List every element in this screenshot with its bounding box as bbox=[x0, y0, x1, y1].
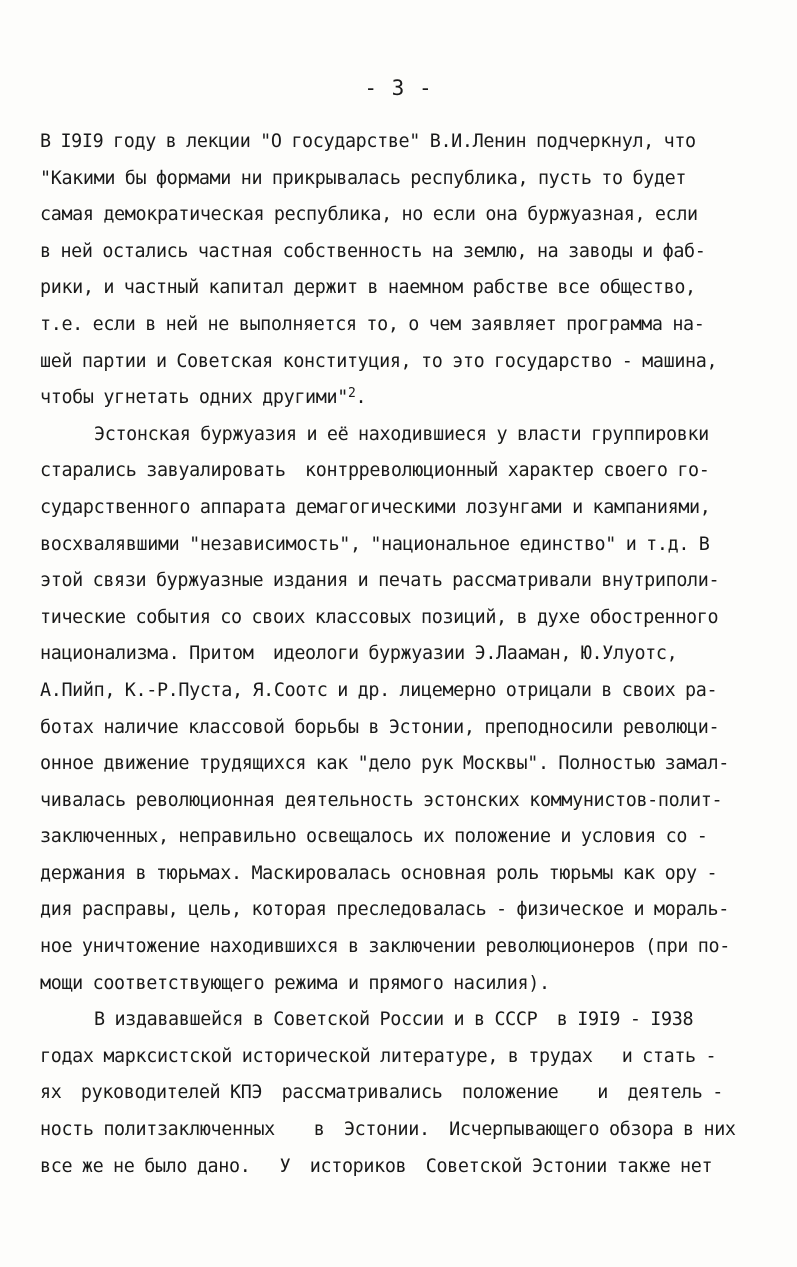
text-line-first: В издававшейся в Советской России и в СССР в I9I9 - I938 bbox=[94, 1009, 694, 1031]
text-line: восхвалявшими "независимость", "национальное единство" и т.д. В bbox=[40, 533, 710, 555]
text-line: чивалась революционная деятельность эстонских коммунистов-полит- bbox=[40, 789, 723, 811]
text-line: самая демократическая республика, но если она буржуазная, если bbox=[40, 204, 698, 226]
text-line-last bbox=[40, 380, 770, 417]
text-line: т.е. если в ней не выполняется то, о чем заявляет программа на- bbox=[40, 313, 705, 335]
text-line: В I9I9 году в лекции "О государстве" В.И.Ленин подчеркнул, что bbox=[40, 131, 696, 152]
text-line-content: чтобы угнетать одних другими" bbox=[40, 387, 348, 409]
text-line: старались завуалировать контрреволюционный характер своего го- bbox=[40, 460, 710, 482]
footnote-reference: 2 bbox=[347, 386, 356, 402]
text-line: А.Пийп, К.-Р.Пуста, Я.Соотс и др. лицемерно отрицали в своих ра- bbox=[40, 679, 718, 701]
sentence-end: . bbox=[355, 387, 367, 409]
text-line: мощи соответствующего режима и прямого насилия). bbox=[40, 972, 550, 994]
text-line: годах марксистской исторической литературе, в трудах и стать - bbox=[40, 1045, 717, 1067]
text-line: ях руководителей КПЭ рассматривались положение и деятель - bbox=[40, 1082, 723, 1104]
text-line: рики, и частный капитал держит в наемном рабстве все общество, bbox=[40, 277, 696, 299]
text-line: онное движение трудящихся как "дело рук Москвы". Полностью замал- bbox=[40, 753, 729, 775]
body-text bbox=[40, 124, 770, 1185]
text-line: этой связи буржуазные издания и печать рассматривали внутрипoли- bbox=[40, 570, 720, 592]
text-line: "Какими бы формами ни прикрывалась республика, пусть то будет bbox=[40, 167, 687, 189]
page-number: - 3 - bbox=[364, 76, 433, 100]
text-line: заключенных, неправильно освещалось их положение и условия со - bbox=[40, 826, 708, 848]
text-line: в ней остались частная собственность на землю, на заводы и фаб- bbox=[40, 240, 706, 262]
text-line: ботах наличие классовой борьбы в Эстонии, преподносили революци- bbox=[40, 716, 720, 738]
text-line: держания в тюрьмах. Маскировалась основная роль тюрьмы как ору - bbox=[40, 862, 718, 884]
text-line: тические события со своих классовых позиций, в духе обостренного bbox=[40, 606, 719, 628]
text-line-first: Эстонская буржуазия и её находившиеся у власти группировки bbox=[94, 423, 709, 445]
text-line: все же не было дано. У историков Советской Эстонии также нет bbox=[40, 1155, 713, 1177]
text-line: сударственного аппарата демагогическими лозунгами и кампаниями, bbox=[40, 496, 711, 518]
paragraph-lenin-quote bbox=[40, 124, 770, 417]
text-line: ное уничтожение находившихся в заключении революционеров (при по- bbox=[40, 936, 730, 958]
paragraph-estonian-bourgeoisie bbox=[40, 417, 770, 1003]
text-line: шей партии и Советская конституция, то это государство - машина, bbox=[40, 350, 718, 372]
text-line: дия расправы, цель, которая преследовалась - физическое и мораль- bbox=[40, 899, 729, 921]
paragraph-soviet-literature bbox=[40, 1002, 770, 1185]
text-line: национализма. Притом идеологи буржуазии Э.Лааман, Ю.Улуотс, bbox=[40, 643, 678, 665]
text-line: ность политзаключенных в Эстонии. Исчерпывающего обзора в них bbox=[40, 1119, 736, 1141]
